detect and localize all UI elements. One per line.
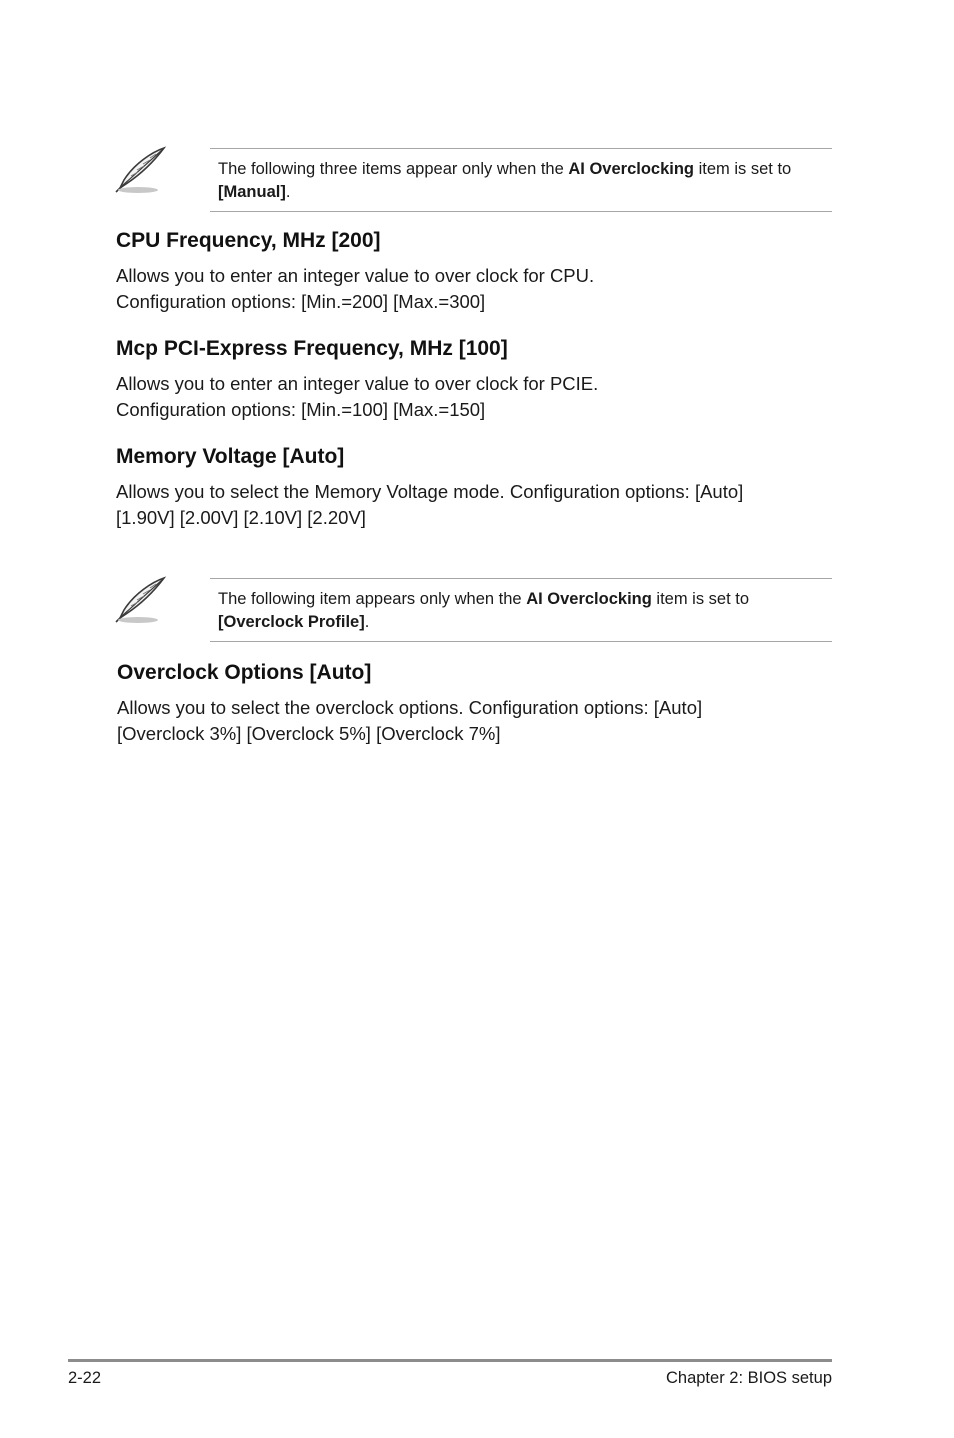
- section-description: Allows you to enter an integer value to over clock for PCIE. Configuration options: [Min.=100] [Max.=150]: [116, 373, 599, 420]
- note-box: [210, 148, 832, 212]
- feather-pen-icon: [112, 576, 168, 626]
- section-description: Allows you to enter an integer value to over clock for CPU. Configuration options: [Min.=200] [Max.=300]: [116, 265, 595, 312]
- section-heading: CPU Frequency, MHz [200]: [116, 229, 381, 252]
- section-memory-voltage: [116, 444, 836, 531]
- section-description: Allows you to select the Memory Voltage mode. Configuration options: [Auto] [1.90V] [2.00V] [2.10V] [2.20V]: [116, 481, 744, 528]
- section-heading: Overclock Options [Auto]: [117, 661, 372, 684]
- note-text: The following item appears only when the AI Overclocking item is set to [Overclock Profile].: [218, 590, 750, 631]
- section-description: Allows you to select the overclock options. Configuration options: [Auto] [Overclock 3%] [Overclock 5%] [Overclock 7%]: [117, 697, 703, 744]
- note-callout: [112, 148, 832, 212]
- section-heading: Memory Voltage [Auto]: [116, 445, 345, 468]
- section-overclock-options: [117, 660, 837, 747]
- section-heading: Mcp PCI-Express Frequency, MHz [100]: [116, 337, 508, 360]
- section-cpu-frequency: [116, 228, 836, 315]
- section-mcp-pcie-frequency: [116, 336, 836, 423]
- footer-rule: [68, 1359, 832, 1362]
- feather-pen-icon: [112, 146, 168, 196]
- note-box: [210, 578, 832, 642]
- chapter-title: Chapter 2: BIOS setup: [665, 1369, 832, 1387]
- note-callout: [112, 578, 832, 642]
- page-number: 2-22: [68, 1369, 102, 1387]
- note-text: The following three items appear only when the AI Overclocking item is set to [Manual].: [218, 160, 792, 201]
